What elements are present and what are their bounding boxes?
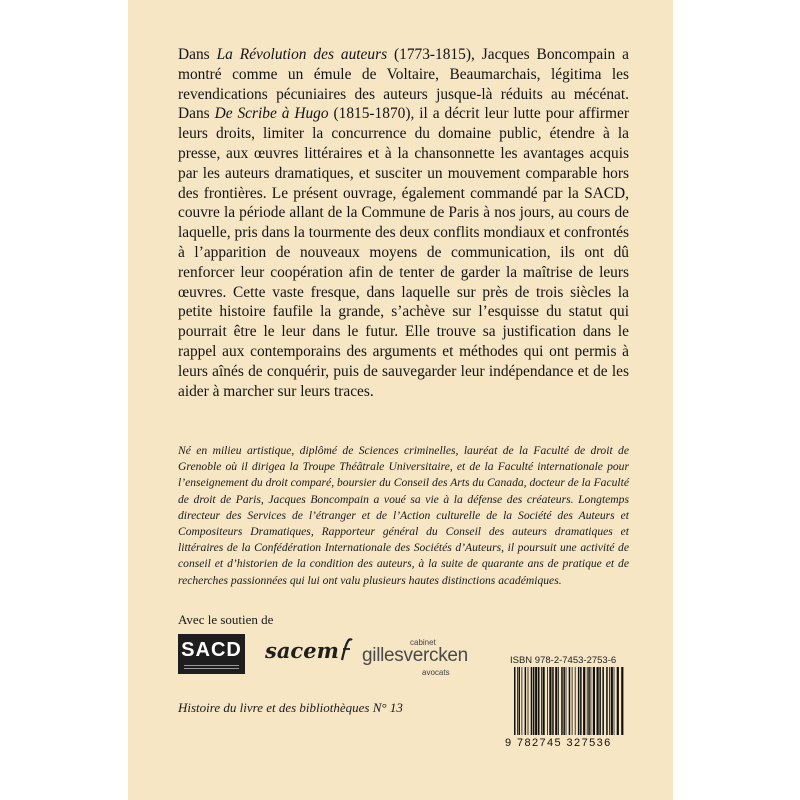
gv-logo-top: cabinet xyxy=(410,638,436,647)
barcode-bar xyxy=(588,667,590,735)
barcode-bar xyxy=(538,667,540,735)
gv-logo-main: gillesvercken xyxy=(362,645,468,666)
paragraph-text: (1773-1815), Jacques Boncompain a montré comme un émule de Voltaire, Beaumarchais, légitima les revendications pécuniaires des auteurs jusque-là réduits au mécénat. Dans xyxy=(178,46,629,123)
book-title-italic: De Scribe à Hugo xyxy=(214,105,329,123)
book-title-italic: La Révolution des auteurs xyxy=(216,46,388,63)
barcode-bar xyxy=(593,667,595,735)
barcode-bar xyxy=(606,667,608,735)
barcode-bar xyxy=(535,667,537,735)
barcode-bar xyxy=(580,667,582,735)
barcode-bar xyxy=(552,667,554,735)
barcode-bar xyxy=(558,667,559,735)
sacd-logo-text: SACD xyxy=(181,639,242,661)
barcode-bar xyxy=(572,667,573,735)
description-paragraph xyxy=(178,45,629,401)
barcode-bar xyxy=(519,667,521,735)
barcode-bar xyxy=(583,667,585,735)
barcode-bar xyxy=(561,667,563,735)
barcode-bar xyxy=(591,667,592,735)
barcode-bar xyxy=(611,667,613,735)
main-description xyxy=(178,45,629,401)
isbn-label: ISBN 978-2-7453-2753-6 xyxy=(510,655,617,666)
barcode-bar xyxy=(525,667,527,735)
barcode-bar xyxy=(575,667,576,735)
sacd-logo xyxy=(178,634,245,674)
barcode-bar xyxy=(533,667,535,735)
barcode-bar xyxy=(597,667,599,735)
barcode-number: 9 782745 327536 xyxy=(505,737,612,749)
barcode-bar xyxy=(566,667,567,735)
barcode-bar xyxy=(599,667,601,735)
barcode-bar xyxy=(543,667,545,735)
paragraph-text: Dans xyxy=(178,46,217,63)
sacd-logo-subline xyxy=(184,665,239,666)
barcode-bar xyxy=(609,667,610,735)
barcode-bar xyxy=(531,667,533,735)
barcode-bar xyxy=(563,667,565,735)
sacem-logo-text: sacem xyxy=(265,638,339,663)
barcode-bar xyxy=(587,667,588,735)
sacd-logo-subline xyxy=(184,668,239,669)
gv-logo-bottom: avocats xyxy=(422,668,450,677)
barcode-bar xyxy=(541,667,542,735)
barcode-bar xyxy=(602,667,604,735)
author-biography: Né en milieu artistique, diplômé de Sciences criminelles, lauréat de la Faculté de droit de Grenoble où il dirigea la Troupe Théâtrale Universitaire, et de la Faculté internationale pour l’enseignement du droit comparé, boursier du Conseil des Arts du Canada, docteur de la Faculté de droit de Paris, Jacques Boncompain a voué sa vie à la défense des créateurs. Longtemps directeur des Services de l’étranger et de l’Action culturelle de la Société des Auteurs et Compositeurs Dramatiques, Rapporteur général du Conseil des auteurs dramatiques et littéraires de la Confédération Internationale des Sociétés d’Auteurs, il poursuit une activité de conseil et d’historien de la condition des auteurs, à la suite de quarante ans de pratique et de recherches passionnées qui lui ont valu plusieurs hautes distinctions académiques. xyxy=(178,444,629,587)
barcode-bar xyxy=(517,667,518,735)
barcode-bar xyxy=(549,667,551,735)
barcode-bar xyxy=(522,667,523,735)
sacem-logo xyxy=(265,638,353,663)
collection-title: Histoire du livre et des bibliothèques N° 13 xyxy=(178,700,403,715)
barcode-bar xyxy=(614,667,615,735)
paragraph-text: (1815-1870), il a décrit leur lutte pour affirmer leurs droits, limiter la concurrence du domaine public, étendre à la presse, aux œuvres littéraires et à la chansonnette les avantages acquis par les auteurs dramatiques, et susciter un mouvement comparable hors des frontières. Le présent ouvrage, également commandé par la SACD, couvre la période allant de la Commune de Paris à nos jours, au cours de laquelle, pris dans la tourmente des deux conflits mondiaux et confrontés à l’apparition de nouveaux moyens de communication, ils ont dû renforcer leur coopération afin de tenter de garder la maîtrise de leurs œuvres. Cette vaste fresque, dans laquelle sur près de trois siècles la petite histoire faufile la grande, s’achève sur l’esquisse du statut qui pourrait être le leur dans le futur. Elle trouve sa justification dans le rappel aux contemporains des arguments et méthodes qui ont permis à leurs aînés de conquérir, puis de sauvegarder leur indépendance et de les aider à marcher sur leurs traces. xyxy=(178,105,629,400)
barcode-bar xyxy=(569,667,571,735)
barcode-bar xyxy=(528,667,529,735)
isbn-barcode xyxy=(512,667,624,735)
barcode-bar xyxy=(621,667,623,735)
barcode-bar xyxy=(578,667,580,735)
sacem-logo-mark xyxy=(339,638,353,662)
barcode-bar xyxy=(547,667,548,735)
barcode-bar xyxy=(514,667,516,735)
barcode-bar xyxy=(617,667,619,735)
support-label: Avec le soutien de xyxy=(178,612,274,627)
barcode-bar xyxy=(555,667,557,735)
